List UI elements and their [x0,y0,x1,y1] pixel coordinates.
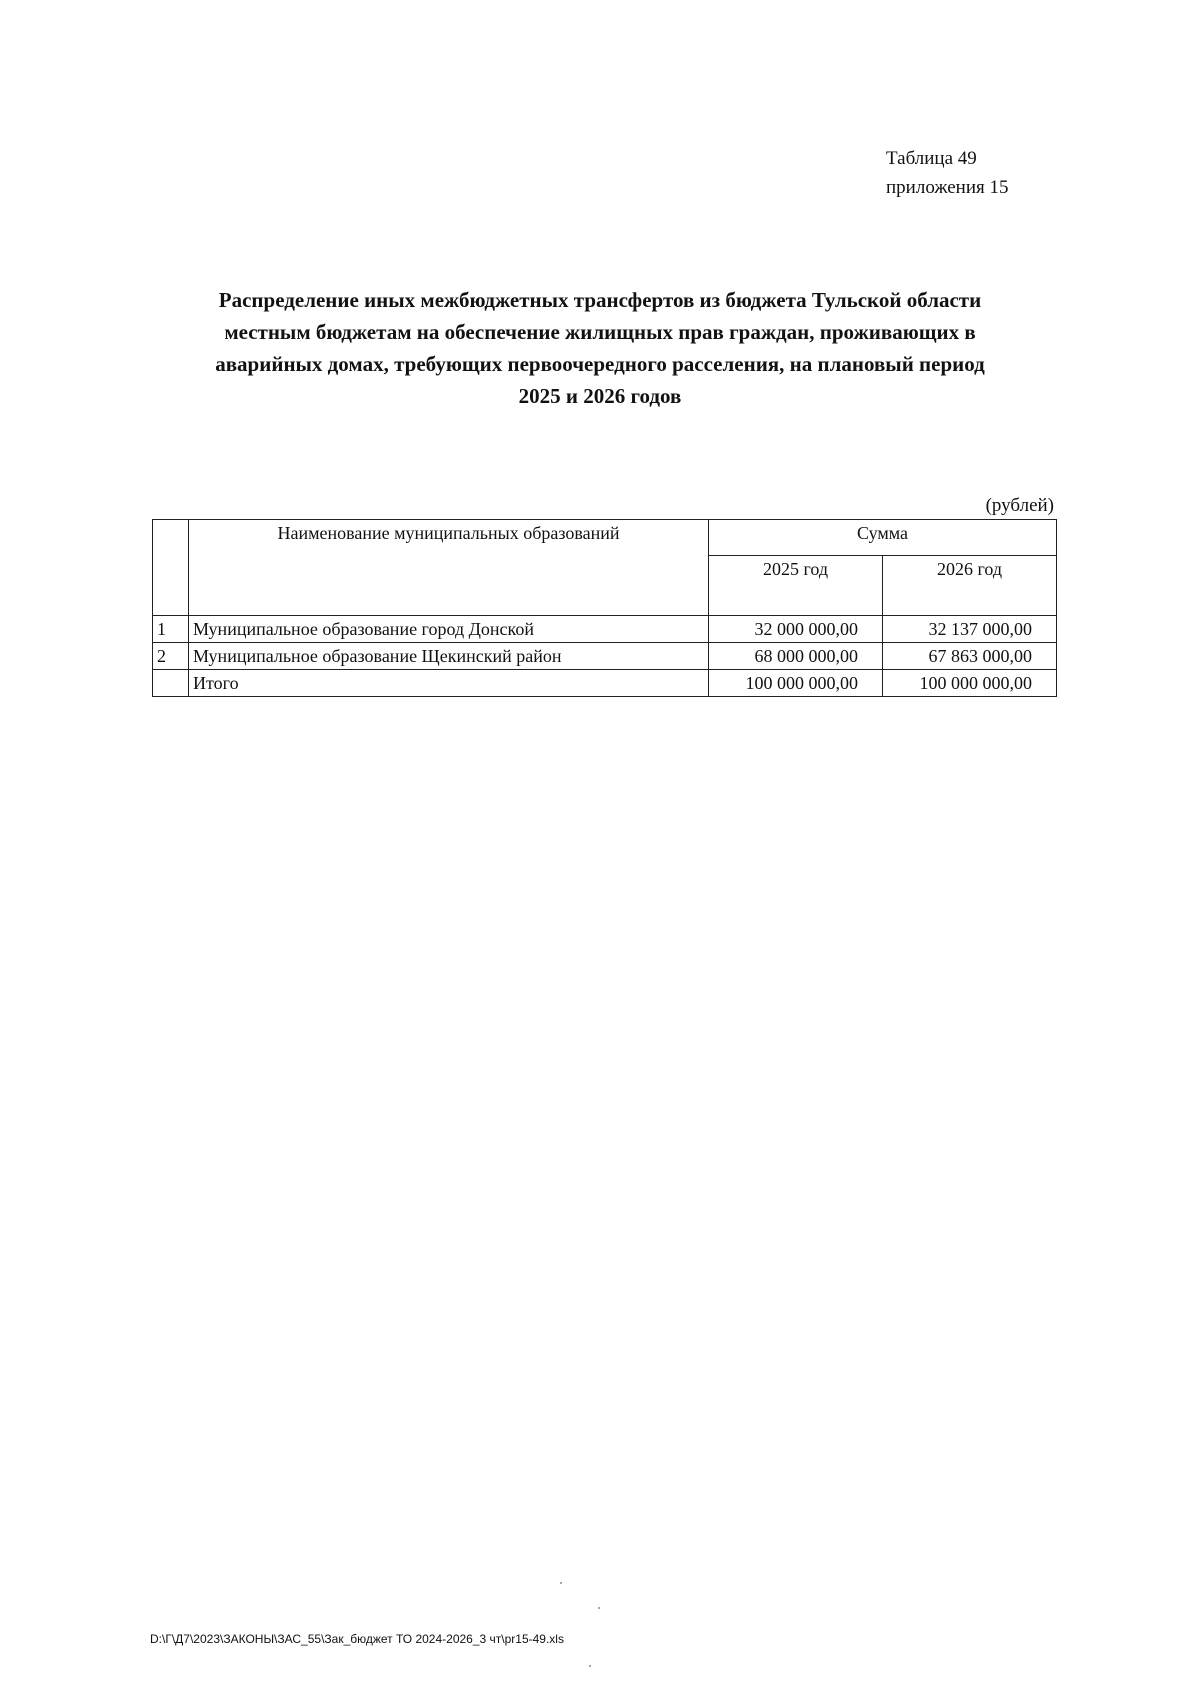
row-value-2026: 67 863 000,00 [883,643,1057,670]
row-name: Муниципальное образование город Донской [189,616,709,643]
row-number: 2 [153,643,189,670]
file-path-footer: D:\Г\Д7\2023\ЗАКОНЫ\ЗАС_55\Зак_бюджет ТО 2024-2026_3 чт\pr15-49.xls [150,1632,564,1646]
table-number: Таблица 49 [886,148,977,169]
total-value-2026: 100 000 000,00 [883,670,1057,697]
title-line-2: местным бюджетам на обеспечение жилищных прав граждан, проживающих в [224,320,976,344]
row-value-2025: 68 000 000,00 [709,643,883,670]
header-year-2026: 2026 год [883,556,1057,616]
row-number: 1 [153,616,189,643]
header-number-cell [153,520,189,616]
scan-speck [589,1665,591,1667]
unit-label: (рублей) [985,495,1054,516]
title-line-4: 2025 и 2026 годов [518,384,682,408]
table-header-row [153,520,1057,556]
document-title [130,284,1070,412]
total-value-2025: 100 000 000,00 [709,670,883,697]
table-total-row [153,670,1057,697]
scan-speck [598,1607,600,1609]
total-number [153,670,189,697]
header-name-cell: Наименование муниципальных образований [189,520,709,616]
header-year-2025: 2025 год [709,556,883,616]
header-sum-cell: Сумма [709,520,1057,556]
table-row [153,616,1057,643]
total-label: Итого [189,670,709,697]
budget-table [152,519,1057,697]
row-value-2025: 32 000 000,00 [709,616,883,643]
table-row [153,643,1057,670]
title-line-1: Распределение иных межбюджетных трансфертов из бюджета Тульской области [218,288,982,312]
table-reference [886,144,1008,202]
row-value-2026: 32 137 000,00 [883,616,1057,643]
scan-speck [560,1582,562,1584]
appendix-number: приложения 15 [886,177,1009,198]
row-name: Муниципальное образование Щекинский район [189,643,709,670]
title-line-3: аварийных домах, требующих первоочередного расселения, на плановый период [215,352,985,376]
